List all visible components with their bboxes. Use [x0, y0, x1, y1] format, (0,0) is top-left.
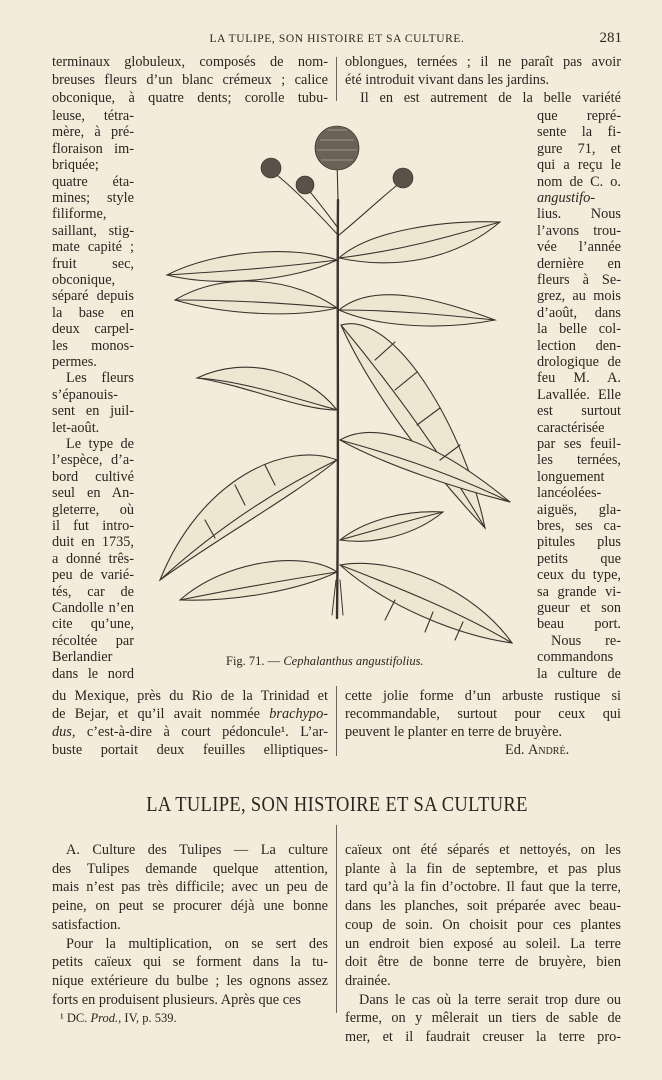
text-line: de Bejar, et qu’il avait nommée brachypo- — [52, 706, 328, 722]
text-line: dernière en — [537, 255, 621, 272]
text-line: aiguës, gla- — [537, 501, 621, 518]
text-line: la belle col- — [537, 321, 621, 338]
text-line: sa grande vi- — [537, 583, 621, 600]
text-line: fleurs à Se- — [537, 272, 621, 288]
text-line: terminaux globuleux, composés de nom- — [52, 54, 328, 70]
text-line: angustifo- — [537, 190, 595, 206]
text-line: lancéolées- — [537, 485, 602, 502]
text-line: plante à la fin de septembre, et pas plus — [345, 860, 621, 877]
column-rule — [336, 686, 337, 756]
text-line: quatre éta- — [52, 173, 134, 190]
text-line: nom de C. o. — [537, 173, 621, 190]
text-line: Lavallée. Elle — [537, 386, 621, 403]
text-line: drainée. — [345, 972, 391, 989]
text-line: buste portait deux feuilles elliptiques- — [52, 742, 328, 758]
text-line: duit en 1735, — [52, 534, 134, 551]
text-line: Il en est autrement de la belle variété — [360, 90, 621, 106]
text-line: peuvent le planter en terre de bruyère. — [345, 724, 563, 740]
column-rule — [336, 825, 337, 1013]
text-line: un endroit bien exposé au soleil. La terre — [345, 935, 621, 952]
text-line: les ternées, — [537, 452, 621, 469]
text-line: A. Culture des Tulipes — La culture — [66, 842, 328, 858]
text-line: cette jolie forme d’un arbuste rustique si — [345, 688, 621, 704]
text-line: les monos- — [52, 337, 134, 354]
text-line: gueur et son — [537, 600, 621, 616]
text-line: pitules plus — [537, 534, 621, 551]
text-line: ferme, on y mêlerait un tiers de sable de — [345, 1010, 621, 1027]
text-line: lius. Nous — [537, 206, 621, 223]
text-line: forts en produisent plusieurs. Après que ces — [52, 991, 301, 1008]
text-line: obconique, à quatre dents; corolle tubu- — [52, 90, 328, 106]
text-line: feu M. A. — [537, 370, 621, 387]
signature: Ed. André. — [505, 742, 570, 758]
text-line: mines; style — [52, 190, 134, 206]
text-line: commandons — [537, 649, 614, 666]
text-line: coup de soin. On choisit pour ces plantes — [345, 916, 621, 933]
text-line: caractérisée — [537, 419, 605, 436]
text-line: cite qu’une, — [52, 616, 134, 633]
text-line: briquée; — [52, 157, 99, 174]
text-line: mère, à pré- — [52, 124, 134, 141]
text-line: recommandable, surtout pour ceux qui — [345, 706, 621, 722]
text-line: permes. — [52, 354, 97, 370]
text-line: bord cultivé — [52, 468, 134, 485]
text-line: Nous re- — [551, 632, 621, 649]
text-line: filiforme, — [52, 206, 107, 223]
text-line: est surtout — [537, 403, 621, 420]
text-line: a donné três- — [52, 550, 134, 567]
text-line: peu de varié- — [52, 567, 134, 584]
text-line: petits caïeux qui se forment dans la tu- — [52, 954, 328, 971]
text-line: par ses feuil- — [537, 436, 621, 452]
text-line: satisfaction. — [52, 916, 121, 933]
running-head-title: LA TULIPE, SON HISTOIRE ET SA CULTURE. — [209, 33, 465, 45]
text-line: ceux du type, — [537, 567, 621, 584]
text-line: séparé depuis — [52, 288, 134, 305]
text-line: fruit sec, — [52, 255, 134, 272]
text-line: été introduit vivant dans les jardins. — [345, 72, 550, 88]
text-line: oblongues, ternées ; il ne paraît pas avoir — [345, 54, 621, 70]
text-line: dans le nord — [52, 665, 134, 682]
text-line: vée l’année — [537, 239, 621, 256]
text-line: floraison im- — [52, 140, 134, 157]
text-line: il fut intro- — [52, 518, 134, 534]
text-line: deux carpel- — [52, 321, 134, 338]
running-head — [52, 30, 622, 50]
text-line: s’épanouis- — [52, 386, 118, 403]
text-line: mais n’est pas très difficile; avec un peu de — [52, 879, 328, 896]
text-line: let-août. — [52, 419, 100, 436]
text-line: leuse, tétra- — [52, 108, 134, 124]
text-line: obconique, — [52, 272, 116, 288]
footnote: ¹ DC. Prod., IV, p. 539. — [60, 1011, 177, 1025]
column-rule — [336, 57, 337, 101]
text-line: caïeux ont été séparés et nettoyés, on les — [345, 842, 621, 858]
text-line: l’espèce, d’a- — [52, 452, 134, 469]
text-line: la base en — [52, 304, 134, 321]
text-line: lection den- — [537, 337, 621, 354]
text-line: seul en An- — [52, 485, 134, 502]
text-line: drologique de — [537, 354, 621, 370]
figure-caption: Fig. 71. — Cephalanthus angustifolius. — [226, 654, 424, 668]
text-line: grez, au mois — [537, 288, 621, 305]
text-line: sent en juil- — [52, 403, 134, 420]
text-line: tés, car de — [52, 583, 134, 600]
text-line: doit être de bonne terre de bruyère, bien — [345, 954, 621, 971]
text-line: mer, et il faudrait creuser la terre pro- — [345, 1029, 621, 1045]
plant-illustration — [155, 110, 525, 658]
text-line: longuement — [537, 468, 605, 485]
text-line: du Mexique, près du Rio de la Trinidad et — [52, 688, 328, 704]
text-line: gleterre, où — [52, 501, 134, 518]
text-line: Pour la multiplication, on se sert des — [66, 935, 328, 952]
text-line: la culture de — [537, 665, 621, 682]
text-line: gure 71, et — [537, 140, 621, 157]
text-line: breuses fleurs d’un blanc crémeux ; calice — [52, 72, 328, 88]
section-title: LA TULIPE, SON HISTOIRE ET SA CULTURE — [146, 792, 528, 816]
text-line: beau port. — [537, 616, 621, 633]
text-line: nique extérieure du bulbe ; les ognons assez — [52, 972, 328, 989]
text-line: l’avons trou- — [537, 222, 621, 239]
text-line: Berlandier — [52, 649, 113, 666]
text-line: Candolle n’en — [52, 600, 134, 616]
text-line: petits que — [537, 550, 621, 567]
text-line: des Tulipes demande quelque attention, — [52, 860, 328, 877]
text-line: d’août, dans — [537, 304, 621, 321]
text-line: sente la fi- — [537, 124, 621, 141]
text-line: tard qu’à la fin d’octobre. Il faut que la terre, — [345, 879, 621, 896]
text-line: dans les planches, soit préparée avec beau- — [345, 898, 621, 915]
text-line: qui a reçu le — [537, 157, 621, 174]
text-line: Dans le cas où la terre serait trop dure ou — [359, 991, 621, 1008]
text-line: bres, ses ca- — [537, 518, 621, 534]
text-line: dus, c’est-à-dire à court pédoncule¹. L’ar- — [52, 724, 328, 740]
text-line: que repré- — [537, 108, 621, 124]
text-line: saillant, stig- — [52, 222, 134, 239]
text-line: récoltée par — [52, 632, 134, 649]
page-number: 281 — [599, 30, 622, 46]
text-line: Les fleurs — [66, 370, 134, 387]
text-line: mate capité ; — [52, 239, 134, 256]
text-line: Le type de — [66, 436, 134, 452]
text-line: peine, on peut se procurer déjà une bonne — [52, 898, 328, 915]
